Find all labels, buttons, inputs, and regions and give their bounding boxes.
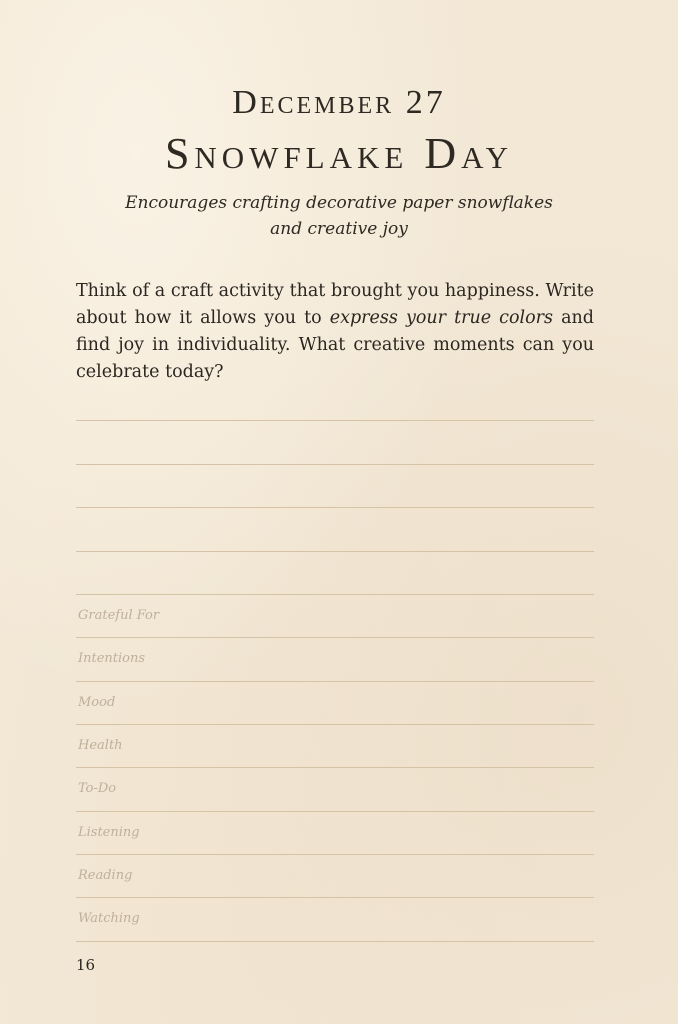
prompt-text-end: and find joy in individuality. What creative moments can you celebrate today? (76, 308, 594, 382)
field-label-to-do: To-Do (78, 781, 117, 796)
field-label-watching: Watching (78, 911, 140, 926)
field-line-mood[interactable] (76, 724, 594, 725)
field-label-reading: Reading (78, 868, 133, 883)
field-label-mood: Mood (78, 695, 116, 710)
prompt-emphasis: express your true colors (329, 308, 553, 328)
field-line-intentions[interactable] (76, 681, 594, 682)
field-line-to-do[interactable] (76, 811, 594, 812)
writing-line[interactable] (76, 420, 594, 421)
field-line-grateful-for[interactable] (76, 637, 594, 638)
field-label-intentions: Intentions (78, 651, 146, 666)
page-number: 16 (76, 956, 96, 974)
field-label-listening: Listening (78, 825, 140, 840)
writing-line[interactable] (76, 507, 594, 508)
writing-line[interactable] (76, 551, 594, 552)
field-label-grateful-for: Grateful For (78, 608, 160, 623)
prompt-text-start: Think of a craft activity that brought you happiness. Write about how it allows you to (76, 281, 594, 328)
field-line-listening[interactable] (76, 854, 594, 855)
writing-line[interactable] (76, 464, 594, 465)
field-line-reading[interactable] (76, 897, 594, 898)
field-line-watching[interactable] (76, 941, 594, 942)
page-date: December 27 (232, 84, 446, 121)
field-label-health: Health (78, 738, 123, 753)
field-line-health[interactable] (76, 767, 594, 768)
page-title: Snowflake Day (164, 129, 514, 178)
writing-line[interactable] (76, 594, 594, 595)
journal-prompt (76, 278, 594, 386)
page-subtitle: Encourages crafting decorative paper snowflakes and creative joy (125, 193, 553, 239)
